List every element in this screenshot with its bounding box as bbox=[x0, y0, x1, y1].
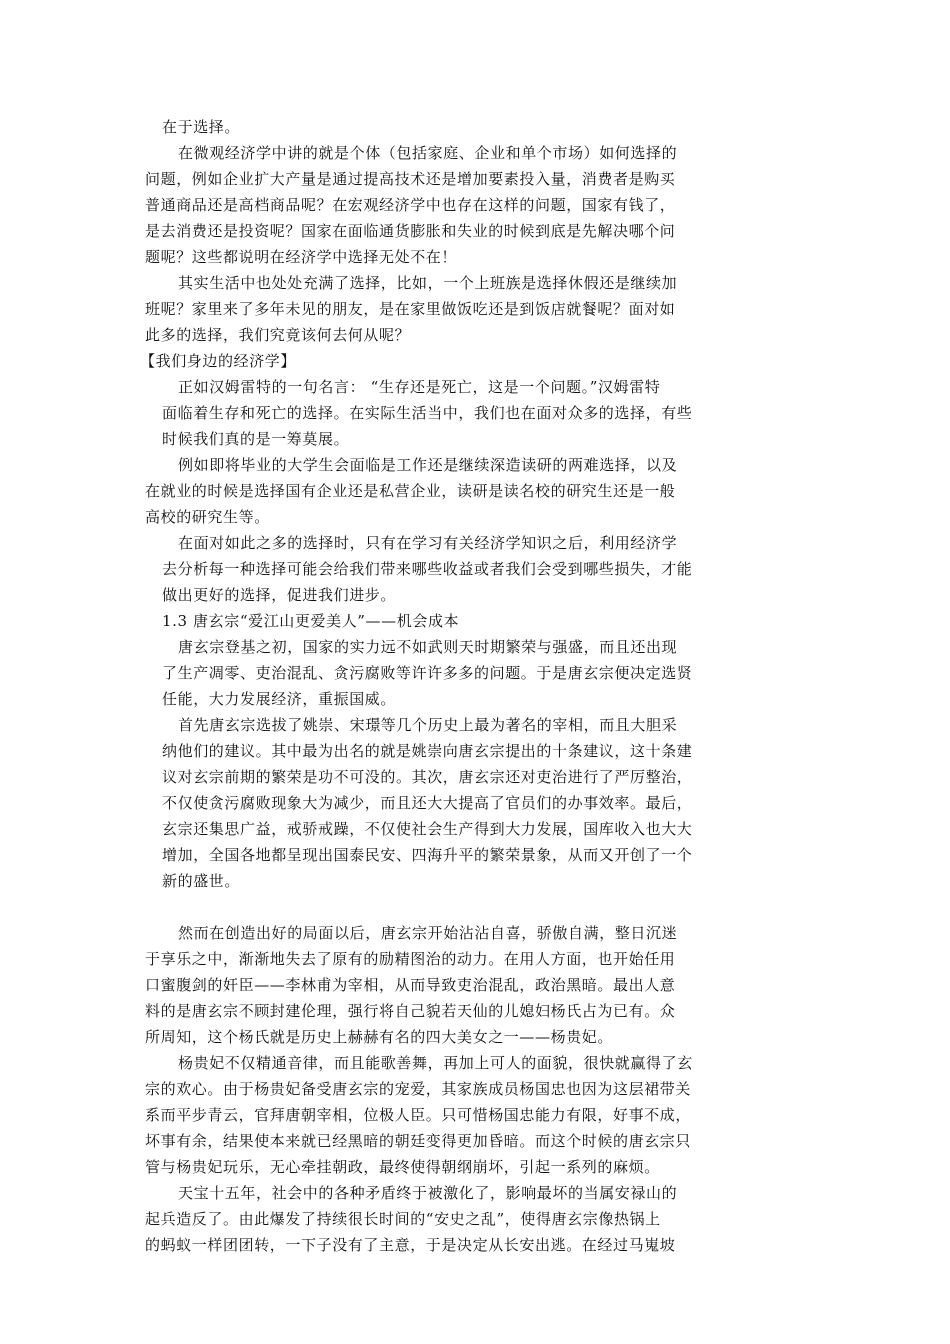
text-line: 面临着生存和死亡的选择。在实际生活当中，我们也在面对众多的选择，有些 bbox=[162, 404, 693, 422]
text-line: 做出更好的选择，促进我们进步。 bbox=[162, 586, 397, 604]
text-line: 新的盛世。 bbox=[162, 872, 241, 890]
text-line: 任能，大力发展经济，重振国威。 bbox=[162, 690, 397, 708]
text-line: 增加，全国各地都呈现出国泰民安、四海升平的繁荣景象，从而又开创了一个 bbox=[162, 846, 693, 864]
text-line: 此多的选择，我们究竟该何去何从呢？ bbox=[145, 326, 411, 344]
text-line: 高校的研究生等。 bbox=[145, 508, 270, 526]
text-line: 料的是唐玄宗不顾封建伦理，强行将自己貌若天仙的儿媳妇杨氏占为已有。众 bbox=[145, 1002, 676, 1020]
text-line: 在面对如此之多的选择时，只有在学习有关经济学知识之后，利用经济学 bbox=[178, 534, 678, 552]
text-line: 系而平步青云，官拜唐朝宰相，位极人臣。只可惜杨国忠能力有限，好事不成， bbox=[145, 1106, 692, 1124]
text-line: 了生产凋零、吏治混乱、贪污腐败等许许多多的问题。于是唐玄宗便决定选贤 bbox=[162, 664, 693, 682]
text-line: 坏事有余，结果使本来就已经黑暗的朝廷变得更加昏暗。而这个时候的唐玄宗只 bbox=[145, 1132, 692, 1150]
text-line: 在微观经济学中讲的就是个体（包括家庭、企业和单个市场）如何选择的 bbox=[178, 144, 678, 162]
text-line: 起兵造反了。由此爆发了持续很长时间的“安史之乱”，使得唐玄宗像热锅上 bbox=[145, 1210, 661, 1228]
text-line: 普通商品还是高档商品呢？在宏观经济学中也存在这样的问题，国家有钱了， bbox=[145, 196, 676, 214]
text-line: 纳他们的建议。其中最为出名的就是姚崇向唐玄宗提出的十条建议，这十条建 bbox=[162, 742, 693, 760]
text-line: 时候我们真的是一筹莫展。 bbox=[162, 430, 350, 448]
text-line: 问题，例如企业扩大产量是通过提高技术还是增加要素投入量，消费者是购买 bbox=[145, 170, 676, 188]
text-line: 于享乐之中，渐渐地失去了原有的励精图治的动力。在用人方面，也开始任用 bbox=[145, 950, 676, 968]
text-line: 去分析每一种选择可能会给我们带来哪些收益或者我们会受到哪些损失，才能 bbox=[162, 560, 693, 578]
text-line: 口蜜腹剑的奸臣——李林甫为宰相，从而导致吏治混乱，政治黑暗。最出人意 bbox=[145, 976, 676, 994]
section-heading: 1.3 唐玄宗“爱江山更爱美人”——机会成本 bbox=[162, 612, 460, 630]
text-line: 在于选择。 bbox=[162, 118, 241, 136]
text-line: 的蚂蚁一样团团转，一下子没有了主意，于是决定从长安出逃。在经过马嵬坡 bbox=[145, 1236, 676, 1254]
text-line: 杨贵妃不仅精通音律，而且能歌善舞，再加上可人的面貌，很快就赢得了玄 bbox=[178, 1054, 693, 1072]
text-line: 玄宗还集思广益，戒骄戒躁，不仅使社会生产得到大力发展，国库收入也大大 bbox=[162, 820, 693, 838]
text-line: 正如汉姆雷特的一句名言： “生存还是死亡，这是一个问题。”汉姆雷特 bbox=[178, 378, 661, 396]
text-line: 在就业的时候是选择国有企业还是私营企业，读研是读名校的研究生还是一般 bbox=[145, 482, 676, 500]
text-line: 宗的欢心。由于杨贵妃备受唐玄宗的宠爱，其家族成员杨国忠也因为这层裙带关 bbox=[145, 1080, 692, 1098]
text-line: 唐玄宗登基之初，国家的实力远不如武则天时期繁荣与强盛，而且还出现 bbox=[178, 638, 678, 656]
text-line: 议对玄宗前期的繁荣是功不可没的。其次，唐玄宗还对吏治进行了严厉整治， bbox=[162, 768, 693, 786]
text-line: 不仅使贪污腐败现象大为减少，而且还大大提高了官员们的办事效率。最后， bbox=[162, 794, 693, 812]
text-line: 题呢？这些都说明在经济学中选择无处不在！ bbox=[145, 248, 458, 266]
text-line: 是去消费还是投资呢？国家在面临通货膨胀和失业的时候到底是先解决哪个问 bbox=[145, 222, 676, 240]
text-line: 天宝十五年，社会中的各种矛盾终于被激化了，影响最坏的当属安禄山的 bbox=[178, 1184, 678, 1202]
text-line: 然而在创造出好的局面以后，唐玄宗开始沾沾自喜，骄傲自满，整日沉迷 bbox=[178, 924, 678, 942]
text-line: 首先唐玄宗选拔了姚崇、宋璟等几个历史上最为著名的宰相，而且大胆采 bbox=[178, 716, 678, 734]
text-line: 例如即将毕业的大学生会面临是工作还是继续深造读研的两难选择，以及 bbox=[178, 456, 678, 474]
text-line: 管与杨贵妃玩乐，无心牵挂朝政，最终使得朝纲崩坏，引起一系列的麻烦。 bbox=[145, 1158, 660, 1176]
section-heading: 【我们身边的经济学】 bbox=[140, 352, 297, 370]
text-line: 其实生活中也处处充满了选择，比如，一个上班族是选择休假还是继续加 bbox=[178, 274, 678, 292]
text-line: 所周知，这个杨氏就是历史上赫赫有名的四大美女之一——杨贵妃。 bbox=[145, 1028, 614, 1046]
text-line: 班呢？家里来了多年未见的朋友，是在家里做饭吃还是到饭店就餐呢？面对如 bbox=[145, 300, 676, 318]
